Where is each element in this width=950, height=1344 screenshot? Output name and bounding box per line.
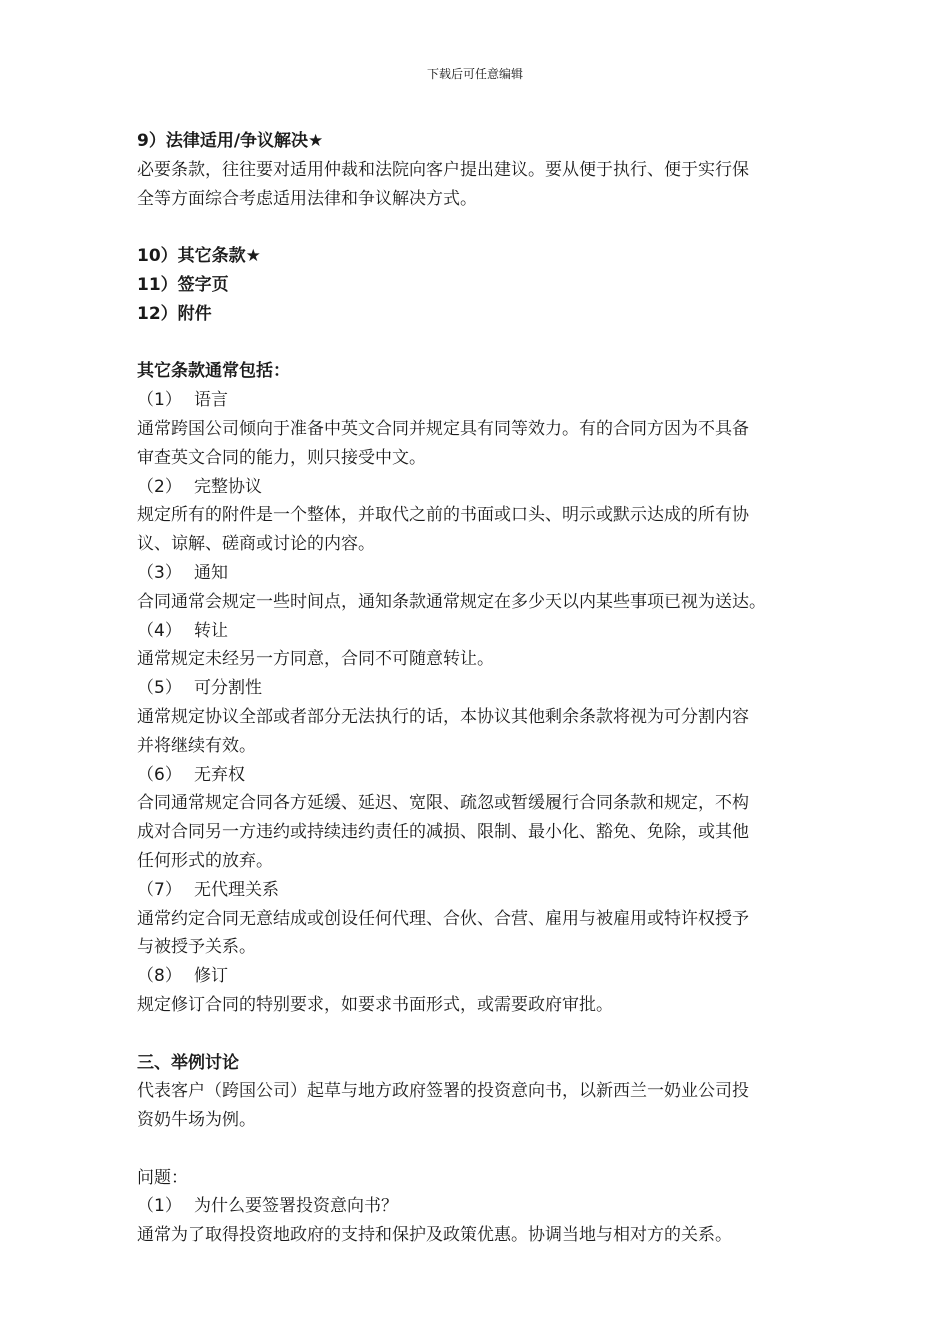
clause-item-label bbox=[137, 386, 837, 415]
section-11-heading: 11）签字页 bbox=[137, 274, 229, 295]
clause-number: （6） bbox=[137, 764, 182, 785]
clause-title: 无代理关系 bbox=[194, 879, 279, 900]
clause-number: （5） bbox=[137, 678, 182, 699]
paragraph-line: 合同通常会规定一些时间点，通知条款通常规定在多少天以内某些事项已视为送达。 bbox=[137, 591, 766, 612]
clause-title: 无弃权 bbox=[194, 764, 245, 785]
clause-number: （4） bbox=[137, 620, 182, 641]
spacer bbox=[137, 329, 837, 358]
clause-title: 完整协议 bbox=[194, 476, 262, 497]
clause-title: 语言 bbox=[194, 390, 228, 411]
clause-number: （3） bbox=[137, 562, 182, 583]
questions-heading: 问题： bbox=[137, 1167, 188, 1188]
clause-item-label bbox=[137, 674, 837, 703]
paragraph-line: 代表客户（跨国公司）起草与地方政府签署的投资意向书，以新西兰一奶业公司投 bbox=[137, 1081, 749, 1102]
section-9-heading: 9）法律适用/争议解决★ bbox=[137, 131, 324, 151]
paragraph-line: 通常跨国公司倾向于准备中英文合同并规定具有同等效力。有的合同方因为不具备 bbox=[137, 418, 749, 439]
paragraph-line: 通常约定合同无意结成或创设任何代理、合伙、合营、雇用与被雇用或特许权授予 bbox=[137, 908, 749, 929]
paragraph-line: 并将继续有效。 bbox=[137, 735, 256, 756]
paragraph-line: 通常规定协议全部或者部分无法执行的话，本协议其他剩余条款将视为可分割内容 bbox=[137, 706, 749, 727]
clause-item-label bbox=[137, 617, 837, 646]
clause-number: （8） bbox=[137, 966, 182, 987]
question-number: （1） bbox=[137, 1196, 182, 1217]
question-item-label bbox=[137, 1192, 837, 1221]
paragraph-line: 规定所有的附件是一个整体，并取代之前的书面或口头、明示或默示达成的所有协 bbox=[137, 505, 749, 526]
section-12-heading: 12）附件 bbox=[137, 303, 212, 324]
paragraph-line: 与被授予关系。 bbox=[137, 937, 256, 958]
section-3-heading: 三、举例讨论 bbox=[137, 1052, 239, 1073]
spacer bbox=[137, 1135, 837, 1164]
clause-title: 修订 bbox=[194, 966, 228, 987]
question-title: 为什么要签署投资意向书？ bbox=[194, 1196, 398, 1217]
other-clauses-heading: 其它条款通常包括： bbox=[137, 361, 290, 382]
clause-item-label bbox=[137, 962, 837, 991]
clause-number: （1） bbox=[137, 390, 182, 411]
clause-title: 通知 bbox=[194, 562, 228, 583]
paragraph-line: 通常规定未经另一方同意，合同不可随意转让。 bbox=[137, 649, 494, 670]
clause-item-label bbox=[137, 473, 837, 502]
paragraph-line: 审查英文合同的能力，则只接受中文。 bbox=[137, 447, 426, 468]
page-header: 下载后可任意编辑 bbox=[426, 67, 523, 81]
clause-title: 转让 bbox=[194, 620, 228, 641]
clause-item-label bbox=[137, 559, 837, 588]
clause-item-label bbox=[137, 876, 837, 905]
clause-number: （7） bbox=[137, 879, 182, 900]
clause-number: （2） bbox=[137, 476, 182, 497]
clause-title: 可分割性 bbox=[194, 678, 262, 699]
paragraph-line: 议、谅解、磋商或讨论的内容。 bbox=[137, 534, 375, 555]
paragraph-line: 成对合同另一方违约或持续违约责任的减损、限制、最小化、豁免、免除，或其他 bbox=[137, 822, 749, 843]
paragraph-line: 必要条款，往往要对适用仲裁和法院向客户提出建议。要从便于执行、便于实行保 bbox=[137, 159, 749, 180]
paragraph-line: 合同通常规定合同各方延缓、延迟、宽限、疏忽或暂缓履行合同条款和规定，不构 bbox=[137, 793, 749, 814]
paragraph-line: 资奶牛场为例。 bbox=[137, 1110, 256, 1131]
clause-item-label bbox=[137, 761, 837, 790]
spacer bbox=[137, 1020, 837, 1049]
section-10-heading: 10）其它条款★ bbox=[137, 246, 261, 267]
paragraph-line: 规定修订合同的特别要求，如要求书面形式，或需要政府审批。 bbox=[137, 994, 613, 1015]
document-body bbox=[137, 127, 837, 1250]
paragraph-line: 通常为了取得投资地政府的支持和保护及政策优惠。协调当地与相对方的关系。 bbox=[137, 1225, 732, 1246]
spacer bbox=[137, 213, 837, 242]
paragraph-line: 全等方面综合考虑适用法律和争议解决方式。 bbox=[137, 188, 477, 209]
paragraph-line: 任何形式的放弃。 bbox=[137, 850, 273, 871]
